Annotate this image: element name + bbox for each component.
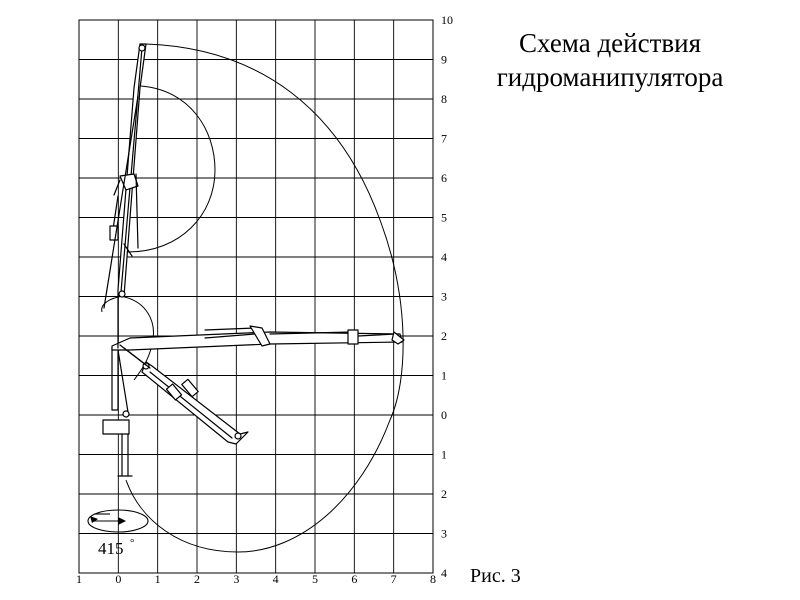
y-tick-label: 2 [441, 487, 447, 501]
y-tick-label: 6 [441, 171, 447, 185]
y-tick-label: 10 [441, 13, 453, 27]
y-tick-label: 0 [441, 408, 447, 422]
x-tick-label: 4 [272, 572, 279, 586]
y-tick-label: 8 [441, 92, 447, 106]
x-tick-label: 3 [233, 572, 240, 586]
y-tick-label: 9 [441, 52, 447, 67]
x-tick-label: 8 [430, 572, 436, 586]
degree-symbol: ° [130, 537, 135, 549]
grid [79, 20, 433, 573]
title-line-2: гидроманипулятора [496, 62, 724, 92]
x-tick-label: 1 [76, 572, 82, 586]
x-tick-labels [76, 572, 436, 586]
x-tick-label: 7 [390, 572, 397, 586]
y-tick-label: 7 [441, 131, 447, 146]
y-tick-label: 4 [441, 250, 447, 264]
upper-reach-arc [128, 86, 215, 252]
y-tick-label: 1 [441, 447, 447, 462]
figure-label: Рис. 3 [470, 565, 521, 587]
crane-column [103, 342, 132, 476]
boom-vertical [104, 44, 146, 348]
x-tick-label: 6 [351, 572, 358, 586]
title-line-1: Схема действия [518, 28, 702, 58]
boom-diagonal [120, 345, 248, 444]
y-tick-label: 5 [441, 210, 447, 225]
y-tick-label: 4 [441, 566, 447, 580]
x-tick-label: 0 [115, 572, 122, 586]
y-tick-label: 3 [441, 289, 447, 304]
x-tick-label: 2 [194, 572, 200, 586]
y-tick-label: 3 [441, 526, 447, 541]
x-tick-label: 1 [154, 572, 161, 586]
boom-horizontal [112, 326, 404, 350]
y-tick-label: 2 [441, 329, 447, 343]
x-tick-label: 5 [312, 572, 318, 586]
outer-reach-envelope [126, 44, 403, 552]
rotation-angle-label: 415 [98, 539, 124, 558]
y-tick-labels [441, 13, 453, 580]
y-tick-label: 1 [441, 368, 447, 383]
